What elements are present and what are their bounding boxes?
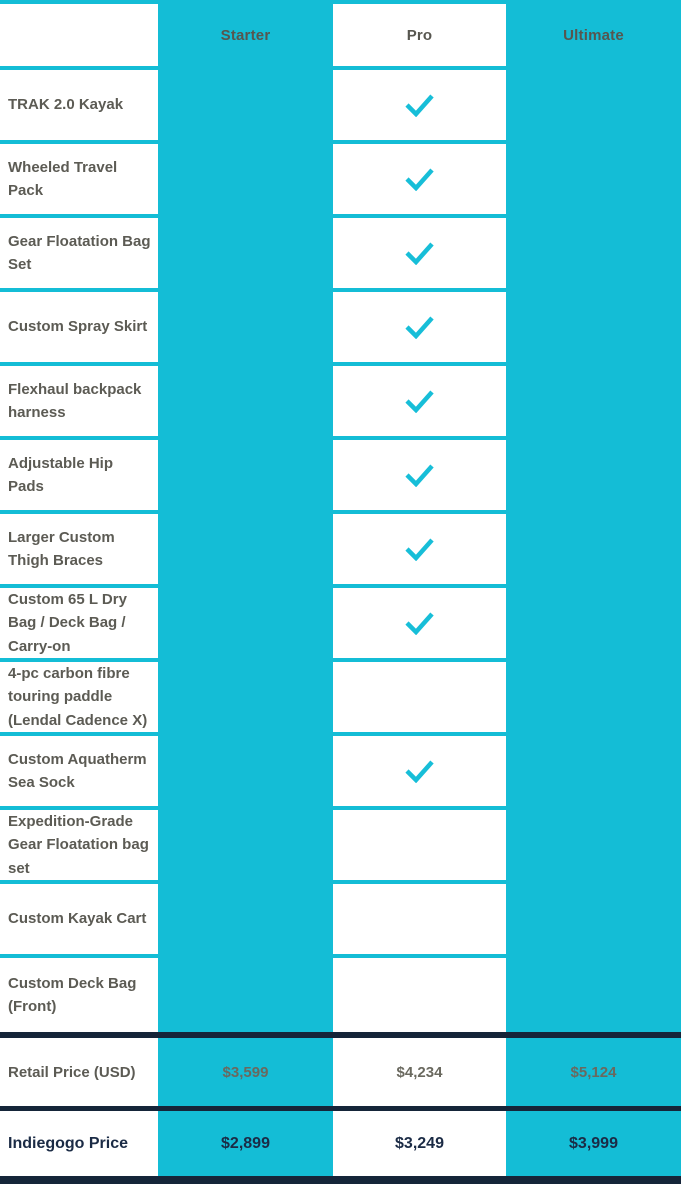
column-header-ultimate bbox=[506, 4, 681, 66]
feature-label: Custom Deck Bag (Front) bbox=[0, 958, 158, 1032]
feature-label: Wheeled Travel Pack bbox=[0, 144, 158, 218]
feature-label: Custom Spray Skirt bbox=[0, 292, 158, 366]
pro-cell bbox=[333, 736, 506, 810]
ultimate-cell bbox=[506, 810, 681, 884]
checkmark-icon bbox=[404, 167, 435, 191]
starter-cell bbox=[158, 70, 333, 144]
checkmark-icon bbox=[404, 463, 435, 487]
table-row bbox=[0, 144, 681, 218]
starter-cell bbox=[158, 884, 333, 958]
ultimate-cell bbox=[506, 514, 681, 588]
table-row bbox=[0, 736, 681, 810]
feature-label: Custom Aquatherm Sea Sock bbox=[0, 736, 158, 810]
header-empty-cell bbox=[0, 4, 158, 66]
starter-cell bbox=[158, 366, 333, 440]
starter-cell bbox=[158, 440, 333, 514]
starter-cell bbox=[158, 736, 333, 810]
ultimate-cell bbox=[506, 958, 681, 1032]
column-header-starter-label: Starter bbox=[220, 26, 271, 44]
pro-cell bbox=[333, 662, 506, 736]
feature-label: Expedition-Grade Gear Floatation bag set bbox=[0, 810, 158, 884]
ultimate-cell bbox=[506, 70, 681, 144]
starter-cell bbox=[158, 588, 333, 662]
starter-cell bbox=[158, 144, 333, 218]
checkmark-icon bbox=[404, 315, 435, 339]
column-header-ultimate-label: Ultimate bbox=[563, 26, 624, 44]
column-header-pro-label: Pro bbox=[406, 26, 433, 44]
table-row bbox=[0, 292, 681, 366]
starter-cell bbox=[158, 958, 333, 1032]
ultimate-cell bbox=[506, 736, 681, 810]
pro-cell bbox=[333, 514, 506, 588]
ultimate-cell bbox=[506, 292, 681, 366]
pro-cell bbox=[333, 958, 506, 1032]
starter-cell bbox=[158, 514, 333, 588]
checkmark-icon bbox=[404, 93, 435, 117]
pro-cell bbox=[333, 884, 506, 958]
indiegogo-price-row bbox=[0, 1111, 681, 1176]
indiegogo-price-starter: $2,899 bbox=[158, 1111, 333, 1176]
starter-cell bbox=[158, 292, 333, 366]
feature-label: Custom 65 L Dry Bag / Deck Bag / Carry-on bbox=[0, 588, 158, 662]
starter-cell bbox=[158, 218, 333, 292]
retail-price-ultimate: $5,124 bbox=[506, 1038, 681, 1106]
bottom-navy-bar bbox=[0, 1176, 681, 1184]
ultimate-cell bbox=[506, 366, 681, 440]
ultimate-cell bbox=[506, 218, 681, 292]
feature-label: Adjustable Hip Pads bbox=[0, 440, 158, 514]
ultimate-cell bbox=[506, 662, 681, 736]
pro-cell bbox=[333, 366, 506, 440]
ultimate-cell bbox=[506, 588, 681, 662]
table-row bbox=[0, 366, 681, 440]
checkmark-icon bbox=[404, 537, 435, 561]
table-row bbox=[0, 884, 681, 958]
pro-cell bbox=[333, 218, 506, 292]
checkmark-icon bbox=[404, 389, 435, 413]
table-row bbox=[0, 810, 681, 884]
checkmark-icon bbox=[404, 241, 435, 265]
table-header-row bbox=[0, 4, 681, 66]
feature-label: TRAK 2.0 Kayak bbox=[0, 70, 158, 144]
pro-cell bbox=[333, 810, 506, 884]
pro-cell bbox=[333, 440, 506, 514]
retail-price-label: Retail Price (USD) bbox=[0, 1038, 158, 1106]
checkmark-icon bbox=[404, 759, 435, 783]
table-row bbox=[0, 218, 681, 292]
pro-cell bbox=[333, 70, 506, 144]
table-row bbox=[0, 514, 681, 588]
table-row bbox=[0, 588, 681, 662]
ultimate-cell bbox=[506, 144, 681, 218]
pro-cell bbox=[333, 144, 506, 218]
feature-label: Gear Floatation Bag Set bbox=[0, 218, 158, 292]
ultimate-cell bbox=[506, 440, 681, 514]
table-row bbox=[0, 70, 681, 144]
table-row bbox=[0, 440, 681, 514]
retail-price-row bbox=[0, 1038, 681, 1106]
column-header-pro bbox=[333, 4, 506, 66]
feature-label: Flexhaul backpack harness bbox=[0, 366, 158, 440]
indiegogo-price-pro: $3,249 bbox=[333, 1111, 506, 1176]
indiegogo-price-ultimate: $3,999 bbox=[506, 1111, 681, 1176]
feature-label: Larger Custom Thigh Braces bbox=[0, 514, 158, 588]
table-row bbox=[0, 958, 681, 1032]
starter-cell bbox=[158, 662, 333, 736]
indiegogo-price-label: Indiegogo Price bbox=[0, 1111, 158, 1176]
ultimate-cell bbox=[506, 884, 681, 958]
pro-cell bbox=[333, 588, 506, 662]
column-header-starter bbox=[158, 4, 333, 66]
feature-label: Custom Kayak Cart bbox=[0, 884, 158, 958]
pro-cell bbox=[333, 292, 506, 366]
retail-price-pro: $4,234 bbox=[333, 1038, 506, 1106]
checkmark-icon bbox=[404, 611, 435, 635]
table-row bbox=[0, 662, 681, 736]
starter-cell bbox=[158, 810, 333, 884]
retail-price-starter: $3,599 bbox=[158, 1038, 333, 1106]
feature-label: 4-pc carbon fibre touring paddle (Lendal Cadence X) bbox=[0, 662, 158, 736]
